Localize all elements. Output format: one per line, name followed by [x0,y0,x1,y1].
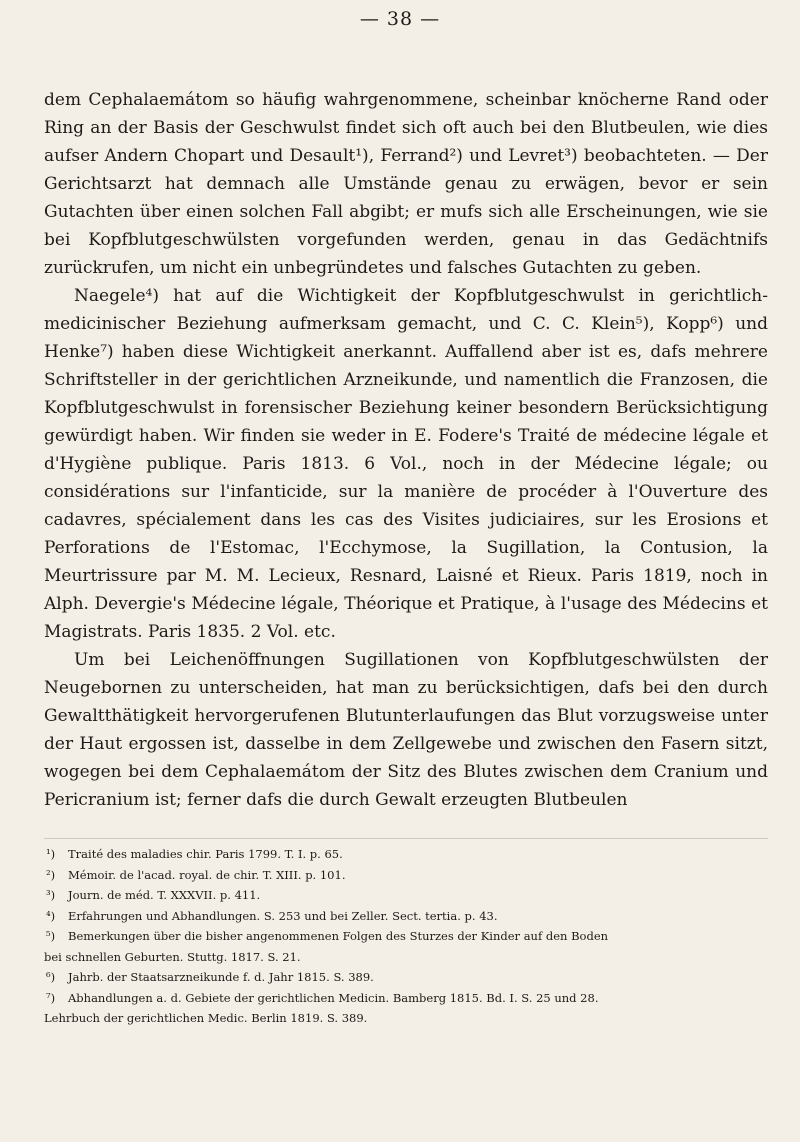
footnote-text: Lehrbuch der gerichtlichen Medic. Berlin 1819. S. 389. [44,1011,368,1025]
footnote-number: ³) [46,888,56,902]
footnote-text: Bemerkungen über die bisher angenommenen Folgen des Sturzes der Kinder auf den Boden [68,929,609,943]
footnote-divider [44,838,768,839]
footnote-text: Traité des maladies chir. Paris 1799. T. I. p. 65. [68,847,343,861]
footnote-number: ⁴) [46,908,56,923]
footnote-text: bei schnellen Geburten. Stuttg. 1817. S. 21. [44,949,301,964]
paragraph-1: dem Cephalaemátom so häufig wahrgenommene, scheinbar knöcherne Rand oder Ring an der Basis der Geschwulst findet sich oft auch bei den Blutbeulen, wie dies aufser Andern Chopart und Desault¹), Ferrand²) und Levret³) beobachteten. — Der Gerichtsarzt hat demnach alle Umstände genau zu erwägen, bevor er sein Gutachten über einen solchen Fall abgibt; er mufs sich alle Erscheinungen, wie sie bei Kopfblutgeschwülsten vorgefunden werden, genau in das Gedächtnifs zurückrufen, um nicht ein unbegründetes und falsches Gutachten zu geben. [44,90,768,278]
footnote-number: ⁶) [46,970,56,984]
page-number: — 38 — [359,8,441,30]
footnote-continuation [44,947,768,968]
paragraph-3: Um bei Leichenöffnungen Sugillationen von Kopfblutgeschwülsten der Neugebornen zu unterscheiden, hat man zu berücksichtigen, dafs bei den durch Gewaltthätigkeit hervorgerufenen Blutunterlaufungen das Blut vorzugsweise unter der Haut ergossen ist, dasselbe in dem Zellgewebe und zwischen den Fasern sitzt, wogegen bei dem Cephalaemátom der Sitz des Blutes zwischen dem Cranium und Pericranium ist; ferner dafs die durch Gewalt erzeugten Blutbeulen [44,650,768,810]
footnote-line [44,865,768,886]
footnote-text: Abhandlungen a. d. Gebiete der gerichtlichen Medicin. Bamberg 1815. Bd. I. S. 25 und 28. [68,990,599,1005]
footnote-line [44,967,768,988]
footnote-text: Jahrb. der Staatsarzneikunde f. d. Jahr 1815. S. 389. [68,970,374,984]
footnote-number: ²) [46,867,56,882]
footnote-line [44,926,768,947]
footnote-text: Mémoir. de l'acad. royal. de chir. T. XIII. p. 101. [68,867,346,882]
footnote-line [44,844,768,865]
footnote-text: Journ. de méd. T. XXXVII. p. 411. [68,888,261,902]
footnotes [44,844,768,1029]
footnote-text: Erfahrungen und Abhandlungen. S. 253 und bei Zeller. Sect. tertia. p. 43. [68,908,498,923]
footnote-number: ⁷) [46,990,56,1005]
body-text [44,86,768,814]
footnote-line [44,988,768,1009]
footnote-line [44,906,768,927]
footnote-line [44,885,768,906]
footnote-number: ¹) [46,847,56,861]
footnote-number: ⁵) [46,929,56,943]
paragraph-2: Naegele⁴) hat auf die Wichtigkeit der Kopfblutgeschwulst in gerichtlich-medicinischer Beziehung aufmerksam gemacht, und C. C. Klein⁵), Kopp⁶) und Henke⁷) haben diese Wichtigkeit anerkannt. Auffallend aber ist es, dafs mehrere Schriftsteller in der gerichtlichen Arzneikunde, und namentlich die Franzosen, die Kopfblutgeschwulst in forensischer Beziehung keiner besondern Berücksichtigung gewürdigt haben. Wir finden sie weder in E. Fodere's Traité de médecine légale et d'Hygiène publique. Paris 1813. 6 Vol., noch in der Médecine légale; ou considérations sur l'infanticide, sur la manière de procéder à l'Ouverture des cadavres, spécialement dans les cas des Visites judiciaires, sur les Erosions et Perforations de l'Estomac, l'Ecchymose, la Sugillation, la Contusion, la Meurtrissure par M. M. Lecieux, Resnard, Laisné et Rieux. Paris 1819, noch in Alph. Devergie's Médecine légale, Théorique et Pratique, à l'usage des Médecins et Magistrats. Paris 1835. 2 Vol. etc. [44,286,768,642]
footnote-continuation [44,1008,768,1029]
